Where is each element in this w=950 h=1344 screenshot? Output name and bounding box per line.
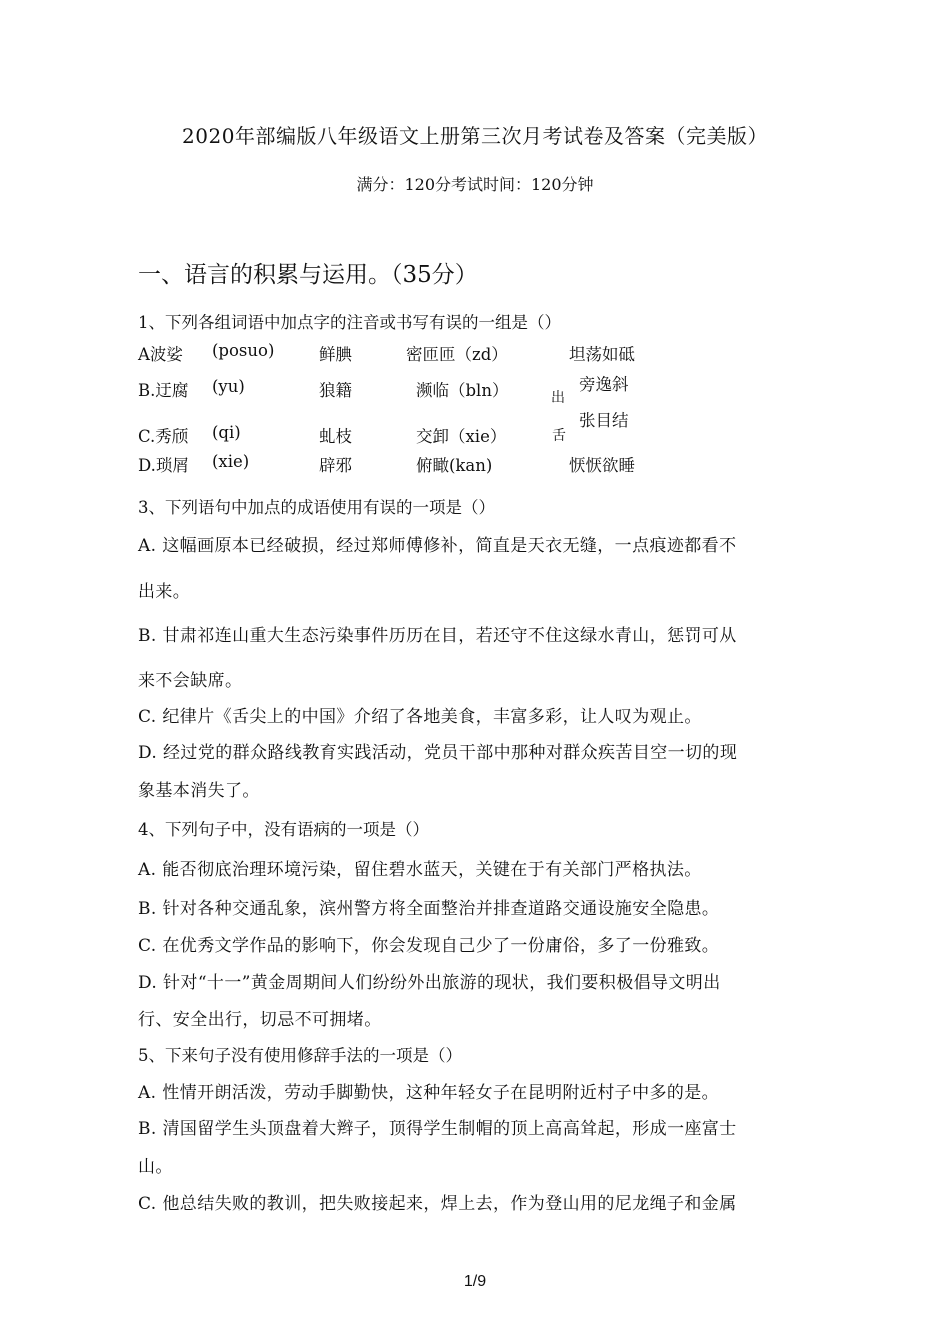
q3-option-c: C. 纪律片《舌尖上的中国》介绍了各地美食，丰富多彩，让人叹为观止。	[138, 707, 702, 727]
q4-option-d-line1: D. 针对“十一”黄金周期间人们纷纷外出旅游的现状，我们要积极倡导文明出	[138, 973, 721, 993]
q5-option-c-line1: C. 他总结失败的教训，把失败接起来，焊上去，作为登山用的尼龙绳子和金属	[138, 1194, 737, 1214]
q1-fragment-chu: 出	[551, 390, 565, 406]
q1-row-d-word3: 俯瞰(kan)	[416, 456, 493, 475]
question-4-stem: 4、下列句子中，没有语病的一项是（）	[138, 820, 429, 839]
q1-row-b-idiom: 旁逸斜	[579, 375, 629, 394]
q3-option-a-line2: 出来。	[138, 582, 191, 602]
q3-option-d-line1: D. 经过党的群众路线教育实践活动，党员干部中那种对群众疾苦目空一切的现	[138, 743, 738, 763]
question-3-stem: 3、下列语句中加点的成语使用有误的一项是（）	[138, 498, 495, 517]
q1-row-a-word3: 密匝匝（zd）	[406, 345, 508, 364]
q1-row-b-word3: 濒临（bln）	[416, 381, 509, 400]
q1-fragment-she: 舌	[552, 428, 566, 444]
q1-row-d-word: D.琐屑	[138, 456, 189, 475]
q3-option-a-line1: A. 这幅画原本已经破损，经过郑师傅修补，简直是天衣无缝，一点痕迹都看不	[138, 536, 737, 556]
q5-option-b-line1: B. 清国留学生头顶盘着大辫子，顶得学生制帽的顶上高高耸起，形成一座富士	[138, 1119, 737, 1139]
q4-option-d-line2: 行、安全出行，切忌不可拥堵。	[138, 1010, 382, 1030]
q1-row-b-word2: 狼籍	[319, 381, 352, 400]
question-5-stem: 5、下来句子没有使用修辞手法的一项是（）	[138, 1046, 462, 1065]
q3-option-b-line2: 来不会缺席。	[138, 671, 243, 691]
q1-row-c-word3: 交卸（xie）	[416, 427, 507, 446]
q5-option-a: A. 性情开朗活泼，劳动手脚勤快，这种年轻女子在昆明附近村子中多的是。	[138, 1083, 720, 1103]
q1-row-a-word: A波娑	[138, 345, 183, 364]
q1-row-a-word2: 鲜腆	[319, 345, 352, 364]
q1-row-c-pinyin: (qi)	[212, 423, 241, 442]
q1-row-b-word: B.迂腐	[138, 381, 189, 400]
page-number: 1/9	[463, 1273, 487, 1290]
q5-option-b-line2: 山。	[138, 1157, 173, 1177]
question-1-stem: 1、下列各组词语中加点字的注音或书写有误的一组是（）	[138, 313, 561, 332]
q1-row-a-idiom: 坦荡如砥	[569, 345, 635, 364]
q4-option-b: B. 针对各种交通乱象，滨州警方将全面整治并排查道路交通设施安全隐患。	[138, 899, 720, 919]
q1-row-c-word2: 虬枝	[319, 427, 352, 446]
q1-row-c-idiom: 张目结	[579, 411, 629, 430]
q1-row-d-pinyin: (xie)	[212, 452, 250, 471]
q1-row-d-word2: 辟邪	[319, 456, 352, 475]
q1-row-a-pinyin: (posuo)	[212, 341, 275, 360]
q4-option-c: C. 在优秀文学作品的影响下，你会发现自己少了一份庸俗，多了一份雅致。	[138, 936, 720, 956]
q1-row-c-word: C.秀颀	[138, 427, 189, 446]
q3-option-d-line2: 象基本消失了。	[138, 781, 260, 801]
score-time-line: 满分：120分考试时间：120分钟	[356, 175, 594, 194]
q1-row-b-pinyin: (yu)	[212, 377, 245, 396]
q1-row-d-idiom: 恹恹欲睡	[569, 456, 635, 475]
q3-option-b-line1: B. 甘肃祁连山重大生态污染事件历历在目，若还守不住这绿水青山，惩罚可从	[138, 626, 737, 646]
document-title: 2020年部编版八年级语文上册第三次月考试卷及答案（完美版）	[182, 124, 768, 148]
q4-option-a: A. 能否彻底治理环境污染，留住碧水蓝天，关键在于有关部门严格执法。	[138, 860, 702, 880]
section-heading: 一、语言的积累与运用。（35分）	[138, 262, 478, 288]
